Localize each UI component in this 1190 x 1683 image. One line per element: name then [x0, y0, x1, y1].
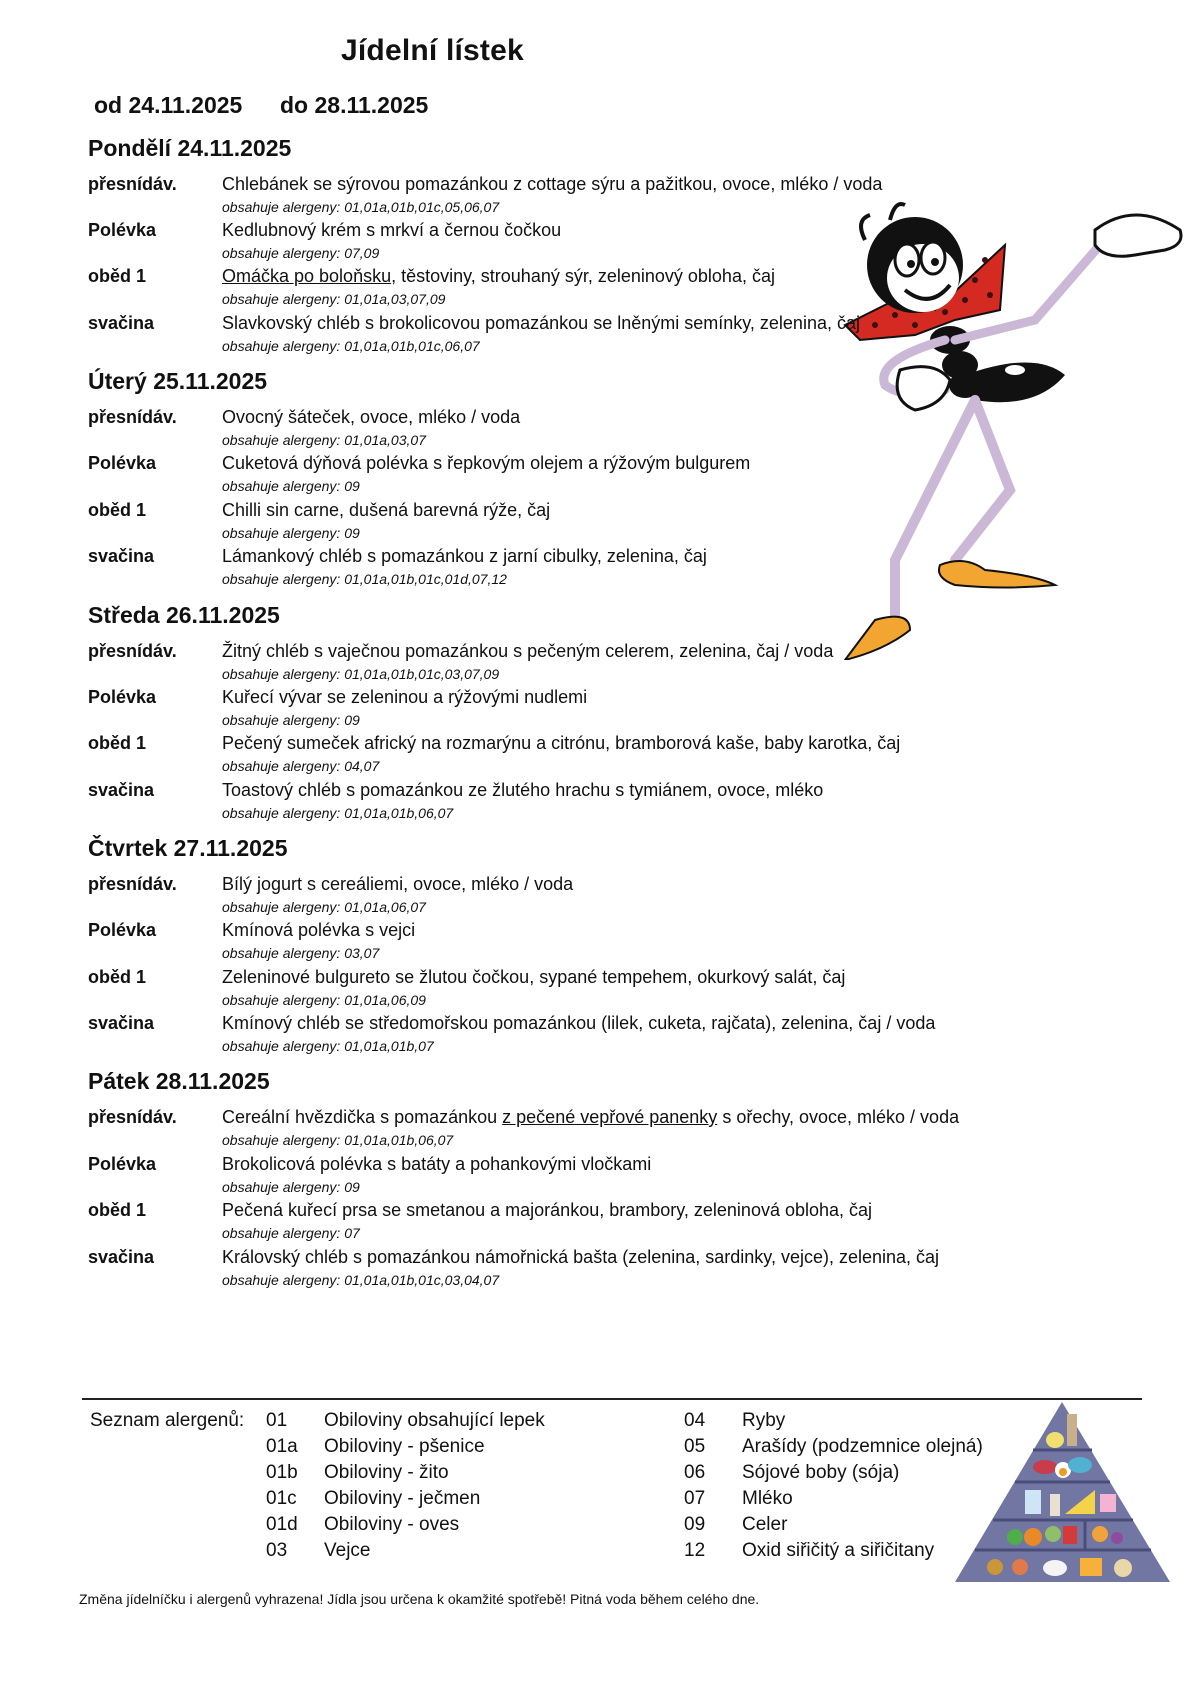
meal-allergens: obsahuje alergeny: 03,07: [222, 945, 380, 961]
allergen-name: Obiloviny - pšenice: [324, 1436, 485, 1457]
day-heading: Čtvrtek 27.11.2025: [88, 835, 288, 861]
meal-label: Polévka: [88, 1154, 157, 1174]
meal-allergens: obsahuje alergeny: 09: [222, 525, 360, 541]
meal-description-underlined: Omáčka po boloňsku: [222, 266, 392, 286]
allergen-item: [684, 1540, 934, 1562]
allergen-code: 01c: [266, 1488, 297, 1509]
allergen-name: Obiloviny - ječmen: [324, 1488, 481, 1509]
meal-description: [222, 1107, 959, 1128]
meal-label: svačina: [88, 313, 155, 333]
allergen-item: [684, 1410, 785, 1432]
meal-description: Žitný chléb s vaječnou pomazánkou s pečeným celerem, zelenina, čaj / voda: [222, 641, 834, 661]
day-heading: Úterý 25.11.2025: [88, 368, 268, 394]
allergen-item: [684, 1514, 787, 1536]
meal-label: svačina: [88, 546, 155, 566]
meal-description: [222, 266, 775, 287]
meal-label: přesnídáv.: [88, 874, 177, 894]
meal-allergens: obsahuje alergeny: 01,01a,06,07: [222, 899, 426, 915]
meal-allergens: obsahuje alergeny: 01,01a,01b,01c,03,04,07: [222, 1272, 500, 1288]
menu-title: Jídelní lístek: [341, 34, 524, 67]
allergen-code: 06: [684, 1462, 706, 1483]
allergen-code: 07: [684, 1488, 706, 1509]
allergen-item: [266, 1410, 545, 1432]
allergen-code: 01d: [266, 1514, 298, 1535]
allergen-name: Oxid siřičitý a siřičitany: [742, 1540, 935, 1561]
allergen-name: Obiloviny - oves: [324, 1514, 460, 1535]
meal-allergens: obsahuje alergeny: 07: [222, 1225, 360, 1241]
allergen-code: 01: [266, 1410, 288, 1431]
allergen-item: [266, 1436, 485, 1458]
allergen-code: 09: [684, 1514, 706, 1535]
meal-allergens: obsahuje alergeny: 01,01a,01b,01c,01d,07,12: [222, 571, 507, 587]
section-divider: [82, 1398, 1142, 1400]
meal-label: svačina: [88, 1247, 155, 1267]
allergen-item: [266, 1488, 480, 1510]
day-heading: Pondělí 24.11.2025: [88, 135, 292, 161]
meal-description: Slavkovský chléb s brokolicovou pomazánkou se lněnými semínky, zelenina, čaj: [222, 313, 860, 333]
allergen-name: Celer: [742, 1514, 788, 1535]
meal-description: Chilli sin carne, dušená barevná rýže, čaj: [222, 500, 551, 520]
allergen-name: Ryby: [742, 1410, 786, 1431]
allergen-name: Sójové boby (sója): [742, 1462, 900, 1483]
meal-allergens: obsahuje alergeny: 01,01a,03,07: [222, 432, 426, 448]
meal-description: Kmínový chléb se středomořskou pomazánkou (lilek, cuketa, rajčata), zelenina, čaj / voda: [222, 1013, 936, 1033]
meal-label: přesnídáv.: [88, 1107, 177, 1127]
meal-allergens: obsahuje alergeny: 04,07: [222, 758, 380, 774]
allergen-item: [266, 1540, 370, 1562]
meal-description-start: Cereální hvězdička s pomazánkou: [222, 1107, 503, 1127]
allergen-name: Obiloviny - žito: [324, 1462, 449, 1483]
meal-allergens: obsahuje alergeny: 01,01a,01b,01c,05,06,07: [222, 199, 500, 215]
meal-label: oběd 1: [88, 266, 147, 286]
meal-label: Polévka: [88, 453, 157, 473]
allergen-code: 12: [684, 1540, 706, 1561]
meal-label: Polévka: [88, 687, 157, 707]
allergen-item: [684, 1436, 983, 1458]
allergen-item: [684, 1462, 899, 1484]
allergen-name: Vejce: [324, 1540, 371, 1561]
allergen-name: Obiloviny obsahující lepek: [324, 1410, 545, 1431]
allergen-code: 03: [266, 1540, 288, 1561]
allergen-item: [684, 1488, 793, 1510]
meal-label: oběd 1: [88, 967, 147, 987]
meal-allergens: obsahuje alergeny: 09: [222, 712, 360, 728]
meal-description: Cuketová dýňová polévka s řepkovým olejem a rýžovým bulgurem: [222, 453, 751, 473]
meal-description: Zeleninové bulgureto se žlutou čočkou, sypané tempehem, okurkový salát, čaj: [222, 967, 846, 987]
meal-description: Brokolicová polévka s batáty a pohankovými vločkami: [222, 1154, 652, 1174]
meal-allergens: obsahuje alergeny: 07,09: [222, 245, 380, 261]
allergen-code: 01b: [266, 1462, 298, 1483]
meal-label: oběd 1: [88, 500, 147, 520]
meal-description: Kuřecí vývar se zeleninou a rýžovými nudlemi: [222, 687, 588, 707]
meal-label: přesnídáv.: [88, 641, 177, 661]
meal-label: oběd 1: [88, 733, 147, 753]
allergen-code: 04: [684, 1410, 706, 1431]
meal-description: Pečený sumeček africký na rozmarýnu a citrónu, bramborová kaše, baby karotka, čaj: [222, 733, 901, 753]
meal-description-rest: s ořechy, ovoce, mléko / voda: [717, 1107, 960, 1127]
ant-mascot-image: [835, 200, 1190, 660]
day-heading: Pátek 28.11.2025: [88, 1068, 270, 1094]
meal-description-rest: , těstoviny, strouhaný sýr, zeleninový obloha, čaj: [391, 266, 775, 286]
meal-allergens: obsahuje alergeny: 01,01a,01b,01c,03,07,09: [222, 666, 500, 682]
meal-allergens: obsahuje alergeny: 01,01a,01b,01c,06,07: [222, 338, 480, 354]
day-heading: Středa 26.11.2025: [88, 602, 280, 628]
meal-description: Ovocný šáteček, ovoce, mléko / voda: [222, 407, 521, 427]
meal-label: přesnídáv.: [88, 174, 177, 194]
allergen-item: [266, 1462, 449, 1484]
meal-description: Kedlubnový krém s mrkví a černou čočkou: [222, 220, 562, 240]
date-to: do 28.11.2025: [280, 92, 429, 118]
meal-description: Lámankový chléb s pomazánkou z jarní cibulky, zelenina, čaj: [222, 546, 707, 566]
meal-label: svačina: [88, 780, 155, 800]
meal-label: Polévka: [88, 920, 157, 940]
meal-allergens: obsahuje alergeny: 09: [222, 1179, 360, 1195]
meal-allergens: obsahuje alergeny: 01,01a,01b,07: [222, 1038, 434, 1054]
meal-description: Pečená kuřecí prsa se smetanou a majoránkou, brambory, zeleninová obloha, čaj: [222, 1200, 873, 1220]
meal-allergens: obsahuje alergeny: 01,01a,01b,06,07: [222, 805, 454, 821]
meal-allergens: obsahuje alergeny: 01,01a,01b,06,07: [222, 1132, 454, 1148]
allergen-name: Mléko: [742, 1488, 793, 1509]
date-from: od 24.11.2025: [94, 92, 243, 118]
meal-description: Kmínová polévka s vejci: [222, 920, 416, 940]
allergen-code: 01a: [266, 1436, 298, 1457]
meal-allergens: obsahuje alergeny: 01,01a,03,07,09: [222, 291, 446, 307]
meal-description-underlined: z pečené vepřové panenky: [502, 1107, 718, 1127]
allergen-name: Arašídy (podzemnice olejná): [742, 1436, 983, 1457]
meal-label: svačina: [88, 1013, 155, 1033]
meal-label: oběd 1: [88, 1200, 147, 1220]
allergen-code: 05: [684, 1436, 706, 1457]
meal-label: přesnídáv.: [88, 407, 177, 427]
allergen-legend-title: Seznam alergenů:: [90, 1410, 245, 1431]
meal-allergens: obsahuje alergeny: 09: [222, 478, 360, 494]
meal-description: Bílý jogurt s cereáliemi, ovoce, mléko / voda: [222, 874, 574, 894]
food-pyramid-image: [955, 1402, 1170, 1582]
meal-description: Chlebánek se sýrovou pomazánkou z cottage sýru a pažitkou, ovoce, mléko / voda: [222, 174, 883, 194]
meal-description: Královský chléb s pomazánkou námořnická bašta (zelenina, sardinky, vejce), zelenina, čaj: [222, 1247, 940, 1267]
meal-label: Polévka: [88, 220, 157, 240]
allergen-item: [266, 1514, 459, 1536]
meal-allergens: obsahuje alergeny: 01,01a,06,09: [222, 992, 426, 1008]
footer-note: Změna jídelníčku i alergenů vyhrazena! Jídla jsou určena k okamžité spotřebě! Pitná voda během celého dne.: [79, 1591, 760, 1607]
meal-description: Toastový chléb s pomazánkou ze žlutého hrachu s tymiánem, ovoce, mléko: [222, 780, 824, 800]
